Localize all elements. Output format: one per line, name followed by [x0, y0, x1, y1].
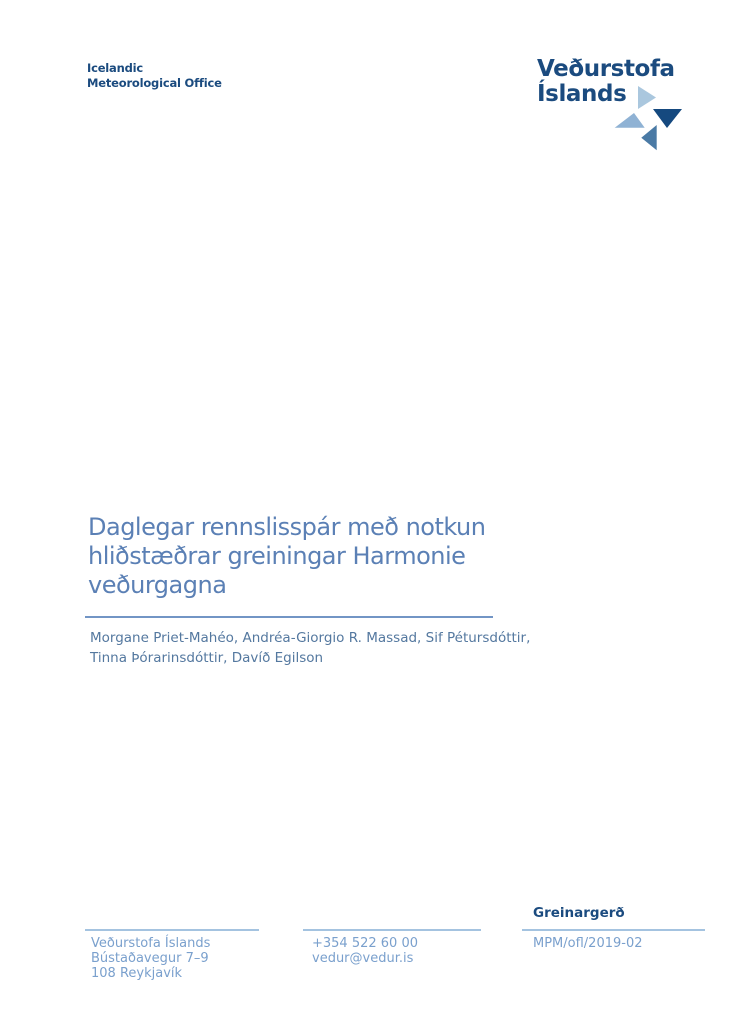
- pinwheel-triangle-bottom-icon: [641, 125, 656, 150]
- report-type-label: Greinargerð: [533, 905, 625, 921]
- footer-contact-column: [303, 929, 481, 966]
- logo-wordmark-line-1: Veðurstofa: [537, 56, 675, 82]
- title-divider: [85, 616, 493, 618]
- pinwheel-triangle-left-icon: [615, 113, 645, 128]
- report-number: MPM/ofl/2019-02: [533, 936, 643, 951]
- pinwheel-triangle-right-icon: [653, 109, 682, 128]
- footer-report-column: [522, 905, 705, 951]
- pinwheel-triangle-top-icon: [638, 86, 656, 109]
- footer-contact: [312, 936, 481, 966]
- footer-report-divider: [522, 929, 705, 931]
- footer-address-divider: [85, 929, 259, 931]
- pinwheel-logo-icon: [610, 82, 688, 154]
- office-name: [87, 61, 222, 91]
- footer-address-column: [85, 929, 259, 981]
- authors: [90, 628, 530, 668]
- page-title-line-2: hliðstæðrar greiningar Harmonie: [88, 542, 466, 570]
- page-title-line-3: veðurgagna: [88, 571, 227, 599]
- footer-email: vedur@vedur.is: [312, 951, 414, 966]
- page-title-line-1: Daglegar rennslisspár með notkun: [88, 513, 486, 541]
- page-title: [88, 513, 485, 600]
- footer-phone: +354 522 60 00: [312, 936, 418, 951]
- authors-line-2: Tinna Þórarinsdóttir, Davíð Egilson: [90, 650, 324, 666]
- office-name-line-2: Meteorological Office: [87, 76, 222, 90]
- footer-address-line-1: Veðurstofa Íslands: [91, 936, 211, 951]
- footer-contact-divider: [303, 929, 481, 931]
- office-name-line-1: Icelandic: [87, 61, 143, 75]
- footer-address-line-3: 108 Reykjavík: [91, 966, 183, 981]
- footer-address: [91, 936, 259, 981]
- logo-wordmark-line-2: Íslands: [537, 81, 627, 107]
- footer-address-line-2: Bústaðavegur 7–9: [91, 951, 209, 966]
- authors-line-1: Morgane Priet-Mahéo, Andréa-Giorgio R. Massad, Sif Pétursdóttir,: [90, 630, 531, 646]
